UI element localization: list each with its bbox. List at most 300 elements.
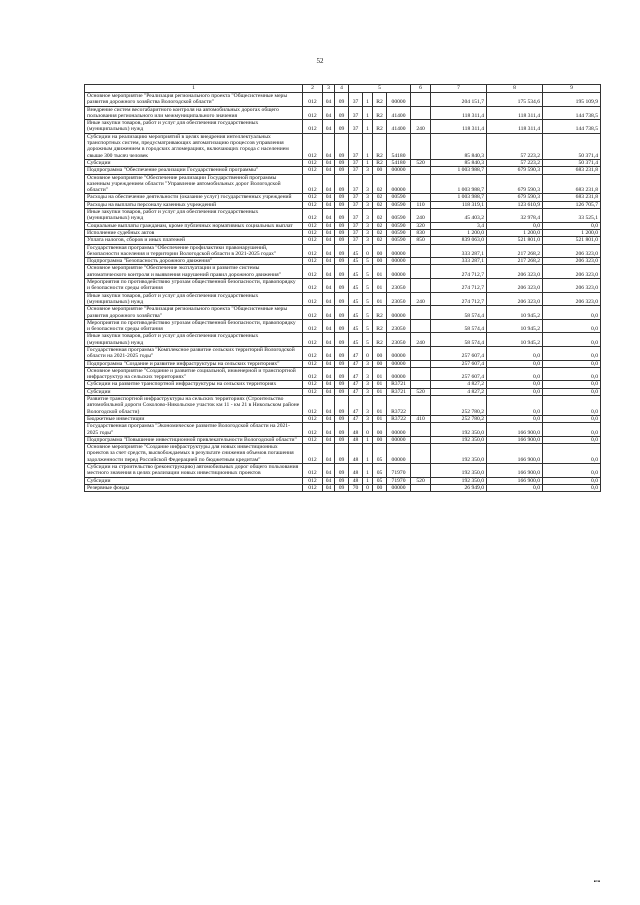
table-row [85,396,601,416]
row-v7-cell: 252 780,2 [431,415,487,422]
row-p1-cell: 45 [349,333,363,347]
row-v8-cell: 118 311,4 [487,120,543,134]
row-p4-cell: 00590 [387,237,411,244]
row-p2-cell: 3 [363,381,373,388]
row-v9-cell: 206 323,0 [543,279,601,293]
row-pr-cell: 09 [335,159,349,166]
row-rz-cell: 04 [323,477,335,484]
table-row [85,381,601,388]
row-p3-cell: 00 [373,360,387,367]
row-p3-cell: 00 [373,436,387,443]
table-row [85,237,601,244]
row-name-cell: Бюджетные инвестиции [85,415,303,422]
row-v8-cell: 206 323,0 [487,292,543,306]
row-v7-cell: 26 949,0 [431,484,487,491]
row-p4-cell: 00000 [387,423,411,437]
row-v8-cell: 0,0 [487,388,543,395]
row-p3-cell: R2 [373,93,387,107]
row-v7-cell: 257 607,4 [431,346,487,360]
row-g-cell: 012 [303,229,323,236]
table-row [85,464,601,478]
row-name-cell: Основное мероприятие "Обеспечение реализации Государственной программы казенным учреждением области "Управление автомобильных дорог Вологодской области" [85,174,303,194]
row-rz-cell: 04 [323,381,335,388]
row-p2-cell: 0 [363,244,373,258]
row-v8-cell: 57 223,2 [487,159,543,166]
row-pr-cell: 09 [335,333,349,347]
row-rz-cell: 04 [323,265,335,279]
row-p2-cell: 5 [363,319,373,333]
row-p3-cell: 02 [373,201,387,208]
row-rz-cell: 04 [323,306,335,320]
row-p3-cell: 02 [373,194,387,201]
row-v8-cell: 166 900,0 [487,464,543,478]
row-p2-cell: 3 [363,415,373,422]
row-g-cell: 012 [303,174,323,194]
row-p1-cell: 47 [349,415,363,422]
row-v8-cell: 679 590,3 [487,194,543,201]
table-row [85,333,601,347]
row-vr-cell [411,279,431,293]
row-name-cell: Мероприятия по противодействию угрозам общественной безопасности, правопорядку и безопасности среды обитания [85,279,303,293]
row-pr-cell: 09 [335,194,349,201]
row-p2-cell: 1 [363,444,373,464]
row-vr-cell [411,133,431,159]
row-p1-cell: 37 [349,106,363,120]
row-g-cell: 012 [303,333,323,347]
row-vr-cell [411,436,431,443]
row-p4-cell: R3722 [387,415,411,422]
row-v9-cell: 0,0 [543,333,601,347]
row-p4-cell: 71970 [387,477,411,484]
column-header: 6 [411,85,431,93]
row-name-cell: Иные закупки товаров, работ и услуг для обеспечения государственных (муниципальных) нужд [85,120,303,134]
row-p1-cell: 37 [349,194,363,201]
row-v9-cell: 33 525,1 [543,209,601,223]
row-pr-cell: 09 [335,464,349,478]
row-vr-cell [411,265,431,279]
row-name-cell: Расходы на обеспечение деятельности (оказание услуг) государственных учреждений [85,194,303,201]
row-g-cell: 012 [303,258,323,265]
row-v9-cell: 195 109,9 [543,93,601,107]
row-p1-cell: 37 [349,120,363,134]
row-p2-cell: 1 [363,477,373,484]
row-p1-cell: 37 [349,209,363,223]
row-g-cell: 012 [303,265,323,279]
row-v9-cell: 1 200,0 [543,229,601,236]
row-v9-cell: 0,0 [543,396,601,416]
column-header: 5 [349,85,411,93]
row-p4-cell: 00590 [387,229,411,236]
row-vr-cell [411,396,431,416]
row-v9-cell: 0,0 [543,222,601,229]
row-p4-cell: 00000 [387,265,411,279]
row-v9-cell: 0,0 [543,367,601,381]
table-row [85,484,601,491]
row-name-cell: Подпрограмма "Создание и развитие инфраструктуры на сельских территориях" [85,360,303,367]
row-p4-cell: 00000 [387,306,411,320]
table-row [85,444,601,464]
row-g-cell: 012 [303,367,323,381]
row-v8-cell: 10 945,2 [487,319,543,333]
row-v8-cell: 206 323,0 [487,265,543,279]
row-v7-cell: 4 827,2 [431,388,487,395]
row-v8-cell: 679 590,3 [487,167,543,174]
row-p2-cell: 3 [363,229,373,236]
row-v9-cell: 0,0 [543,477,601,484]
row-v9-cell: 683 231,8 [543,194,601,201]
table-row [85,120,601,134]
row-v8-cell: 1 200,0 [487,229,543,236]
row-v8-cell: 0,0 [487,367,543,381]
row-v7-cell: 274 712,7 [431,292,487,306]
row-p1-cell: 45 [349,292,363,306]
row-p4-cell: 23050 [387,319,411,333]
row-pr-cell: 09 [335,167,349,174]
row-vr-cell: 830 [411,229,431,236]
row-pr-cell: 09 [335,423,349,437]
row-p3-cell: 05 [373,464,387,478]
row-g-cell: 012 [303,279,323,293]
row-p3-cell: 05 [373,444,387,464]
row-p4-cell: 00000 [387,244,411,258]
row-p4-cell: 23050 [387,292,411,306]
table-row [85,346,601,360]
row-name-cell: Субсидии [85,388,303,395]
row-v8-cell: 0,0 [487,396,543,416]
row-v7-cell: 252 780,2 [431,396,487,416]
row-v8-cell: 175 534,6 [487,93,543,107]
row-vr-cell [411,346,431,360]
row-v7-cell: 333 287,1 [431,244,487,258]
row-v9-cell: 144 738,5 [543,106,601,120]
row-p2-cell: 1 [363,120,373,134]
row-v7-cell: 204 151,7 [431,93,487,107]
row-v7-cell: 1 003 988,7 [431,194,487,201]
row-name-cell: Субсидии на реализацию мероприятий в целях внедрения интеллектуальных транспортных систем, предусматривающих автоматизацию процессов управления дорожным движением в городских агломерациях, включающих города с населением свыше 300 тысяч человек [85,133,303,159]
row-pr-cell: 09 [335,229,349,236]
row-p1-cell: 48 [349,477,363,484]
row-pr-cell: 09 [335,306,349,320]
row-p3-cell: R2 [373,319,387,333]
row-v8-cell: 57 223,2 [487,133,543,159]
row-p1-cell: 45 [349,319,363,333]
table-row [85,159,601,166]
table-row [85,477,601,484]
row-g-cell: 012 [303,464,323,478]
row-p2-cell: 1 [363,93,373,107]
row-pr-cell: 09 [335,292,349,306]
row-p4-cell: 00000 [387,258,411,265]
row-name-cell: Подпрограмма "Безопасность дорожного движения" [85,258,303,265]
row-g-cell: 012 [303,159,323,166]
row-v7-cell: 4 827,2 [431,381,487,388]
row-p2-cell: 0 [363,346,373,360]
row-v9-cell: 144 738,5 [543,120,601,134]
row-p3-cell: 00 [373,346,387,360]
row-v9-cell: 0,0 [543,415,601,422]
row-v8-cell: 0,0 [487,222,543,229]
table-row [85,194,601,201]
row-p3-cell: 01 [373,367,387,381]
row-v8-cell: 32 978,4 [487,209,543,223]
row-v7-cell: 839 063,0 [431,237,487,244]
row-rz-cell: 04 [323,258,335,265]
row-p4-cell: 00000 [387,444,411,464]
row-v9-cell: 0,0 [543,436,601,443]
row-vr-cell [411,423,431,437]
row-name-cell: Субсидии [85,159,303,166]
row-p1-cell: 47 [349,367,363,381]
row-v7-cell: 257 607,4 [431,360,487,367]
column-header: 2 [303,85,323,93]
row-p2-cell: 3 [363,174,373,194]
row-p4-cell: 41400 [387,106,411,120]
row-v8-cell: 166 900,0 [487,436,543,443]
row-vr-cell [411,93,431,107]
row-rz-cell: 04 [323,279,335,293]
row-p3-cell: R2 [373,306,387,320]
row-p3-cell: 00 [373,244,387,258]
row-g-cell: 012 [303,194,323,201]
column-header: 7 [431,85,487,93]
row-p1-cell: 37 [349,167,363,174]
row-pr-cell: 09 [335,477,349,484]
row-v9-cell: 0,0 [543,306,601,320]
row-p4-cell: 00000 [387,346,411,360]
row-rz-cell: 04 [323,244,335,258]
row-p2-cell: 1 [363,464,373,478]
row-name-cell: Основное мероприятие "Реализация регионального проекта "Общесистемные меры развития дорожного хозяйства" [85,306,303,320]
table-row [85,209,601,223]
row-rz-cell: 04 [323,174,335,194]
row-p2-cell: 5 [363,333,373,347]
row-vr-cell: 850 [411,237,431,244]
table-header-row [85,85,601,93]
row-name-cell: Подпрограмма "Повышение инвестиционной привлекательности Вологодской области" [85,436,303,443]
row-name-cell: Основное мероприятие "Реализация регионального проекта "Общесистемные меры развития дорожного хозяйства Вологодской области" [85,93,303,107]
row-name-cell: Субсидии на строительство (реконструкцию) автомобильных дорог общего пользования местного значения в целях реализации новых инвестиционных проектов [85,464,303,478]
row-g-cell: 012 [303,222,323,229]
row-g-cell: 012 [303,444,323,464]
table-row [85,133,601,159]
row-pr-cell: 09 [335,120,349,134]
row-rz-cell: 04 [323,167,335,174]
row-v7-cell: 1 003 988,7 [431,167,487,174]
row-g-cell: 012 [303,244,323,258]
row-p2-cell: 3 [363,209,373,223]
row-p2-cell: 1 [363,133,373,159]
row-vr-cell [411,244,431,258]
row-rz-cell: 04 [323,237,335,244]
row-p2-cell: 3 [363,237,373,244]
table-row [85,360,601,367]
row-name-cell: Резервные фонды [85,484,303,491]
row-rz-cell: 04 [323,93,335,107]
row-name-cell: Мероприятия по противодействию угрозам общественной безопасности, правопорядку и безопасности среды обитания [85,319,303,333]
row-pr-cell: 09 [335,444,349,464]
row-vr-cell: 240 [411,333,431,347]
row-name-cell: Иные закупки товаров, работ и услуг для обеспечения государственных (муниципальных) нужд [85,333,303,347]
row-p3-cell: 01 [373,265,387,279]
row-rz-cell: 04 [323,396,335,416]
row-p4-cell: 00000 [387,484,411,491]
row-v8-cell: 10 945,2 [487,333,543,347]
row-g-cell: 012 [303,106,323,120]
row-vr-cell: 520 [411,477,431,484]
row-name-cell: Иные закупки товаров, работ и услуг для обеспечения государственных (муниципальных) нужд [85,209,303,223]
row-p3-cell: R2 [373,133,387,159]
row-g-cell: 012 [303,292,323,306]
row-vr-cell: 240 [411,209,431,223]
row-p2-cell: 1 [363,159,373,166]
row-p1-cell: 48 [349,436,363,443]
table-row [85,415,601,422]
row-g-cell: 012 [303,484,323,491]
row-vr-cell [411,319,431,333]
row-v8-cell: 217 268,2 [487,244,543,258]
row-g-cell: 012 [303,319,323,333]
row-pr-cell: 09 [335,93,349,107]
row-g-cell: 012 [303,396,323,416]
row-vr-cell: 410 [411,415,431,422]
row-g-cell: 012 [303,306,323,320]
table-row [85,388,601,395]
row-p4-cell: 71970 [387,464,411,478]
row-pr-cell: 09 [335,381,349,388]
budget-table [84,84,601,492]
table-row [85,258,601,265]
row-rz-cell: 04 [323,133,335,159]
table-row [85,306,601,320]
row-v7-cell: 1 003 988,7 [431,174,487,194]
row-vr-cell: 240 [411,292,431,306]
row-rz-cell: 04 [323,120,335,134]
row-p2-cell: 5 [363,265,373,279]
row-rz-cell: 04 [323,367,335,381]
row-pr-cell: 09 [335,484,349,491]
table-row [85,222,601,229]
table-row [85,244,601,258]
row-p2-cell: 3 [363,222,373,229]
row-v9-cell: 50 371,4 [543,133,601,159]
row-vr-cell [411,360,431,367]
table-row [85,229,601,236]
row-p1-cell: 48 [349,444,363,464]
row-name-cell: Основное мероприятие "Обеспечение эксплуатации и развитие системы автоматического контроля и выявления нарушений правил дорожного движения" [85,265,303,279]
row-pr-cell: 09 [335,279,349,293]
row-vr-cell [411,167,431,174]
row-v7-cell: 1 200,0 [431,229,487,236]
row-g-cell: 012 [303,237,323,244]
row-g-cell: 012 [303,201,323,208]
row-pr-cell: 09 [335,415,349,422]
row-v9-cell: 0,0 [543,444,601,464]
row-name-cell: Основное мероприятие "Создание инфраструктуры для новых инвестиционных проектов за счет средств, высвобождаемых в результате снижения объемов погашения задолженности перед Российской Федерацией по бюджетным кредитам" [85,444,303,464]
row-p1-cell: 37 [349,237,363,244]
row-v9-cell: 206 323,0 [543,265,601,279]
row-v8-cell: 679 590,3 [487,174,543,194]
row-p4-cell: 00590 [387,222,411,229]
row-p1-cell: 37 [349,229,363,236]
row-p1-cell: 45 [349,306,363,320]
row-v8-cell: 0,0 [487,415,543,422]
row-v8-cell: 0,0 [487,381,543,388]
row-p3-cell: 00 [373,484,387,491]
row-pr-cell: 09 [335,106,349,120]
row-vr-cell [411,106,431,120]
row-rz-cell: 04 [323,415,335,422]
row-p4-cell: R3722 [387,396,411,416]
row-v7-cell: 58 574,4 [431,333,487,347]
row-p2-cell: 0 [363,484,373,491]
row-vr-cell [411,174,431,194]
row-name-cell: Государственная программа "Обеспечение профилактики правонарушений, безопасности населения и территории Вологодской области в 2021-2025 годах" [85,244,303,258]
row-v7-cell: 192 350,0 [431,477,487,484]
row-p1-cell: 70 [349,484,363,491]
row-p2-cell: 3 [363,388,373,395]
row-v7-cell: 192 350,0 [431,464,487,478]
row-v7-cell: 192 350,0 [431,436,487,443]
table-row [85,265,601,279]
column-header: 3 [323,85,335,93]
row-v9-cell: 521 801,0 [543,237,601,244]
row-name-cell: Субсидии на развитие транспортной инфраструктуры на сельских территориях [85,381,303,388]
row-p1-cell: 37 [349,201,363,208]
row-pr-cell: 09 [335,209,349,223]
row-g-cell: 012 [303,381,323,388]
row-pr-cell: 09 [335,396,349,416]
row-v8-cell: 0,0 [487,484,543,491]
row-pr-cell: 09 [335,388,349,395]
row-p2-cell: 3 [363,201,373,208]
table-row [85,174,601,194]
table-row [85,319,601,333]
row-p2-cell: 1 [363,106,373,120]
row-p3-cell: 00 [373,423,387,437]
row-v7-cell: 58 574,4 [431,306,487,320]
row-rz-cell: 04 [323,194,335,201]
row-v8-cell: 521 801,0 [487,237,543,244]
row-rz-cell: 04 [323,222,335,229]
row-rz-cell: 04 [323,319,335,333]
row-v8-cell: 206 323,0 [487,279,543,293]
row-p3-cell: 05 [373,477,387,484]
row-pr-cell: 09 [335,319,349,333]
row-p2-cell: 5 [363,292,373,306]
row-v9-cell: 206 323,0 [543,244,601,258]
row-p1-cell: 37 [349,133,363,159]
row-p4-cell: 00000 [387,436,411,443]
row-v7-cell: 257 607,4 [431,367,487,381]
row-p4-cell: 00000 [387,360,411,367]
row-name-cell: Уплата налогов, сборов и иных платежей [85,237,303,244]
row-p2-cell: 3 [363,194,373,201]
table-row [85,93,601,107]
row-p4-cell: 23050 [387,279,411,293]
table-row [85,201,601,208]
row-p1-cell: 37 [349,159,363,166]
row-name-cell: Подпрограмма "Обеспечение реализации Государственной программы" [85,167,303,174]
row-p3-cell: 01 [373,415,387,422]
row-vr-cell: 320 [411,222,431,229]
row-vr-cell [411,306,431,320]
row-p3-cell: 02 [373,174,387,194]
row-p1-cell: 37 [349,174,363,194]
row-v9-cell: 0,0 [543,484,601,491]
row-v9-cell: 0,0 [543,360,601,367]
row-v8-cell: 118 311,4 [487,106,543,120]
row-p2-cell: 1 [363,436,373,443]
